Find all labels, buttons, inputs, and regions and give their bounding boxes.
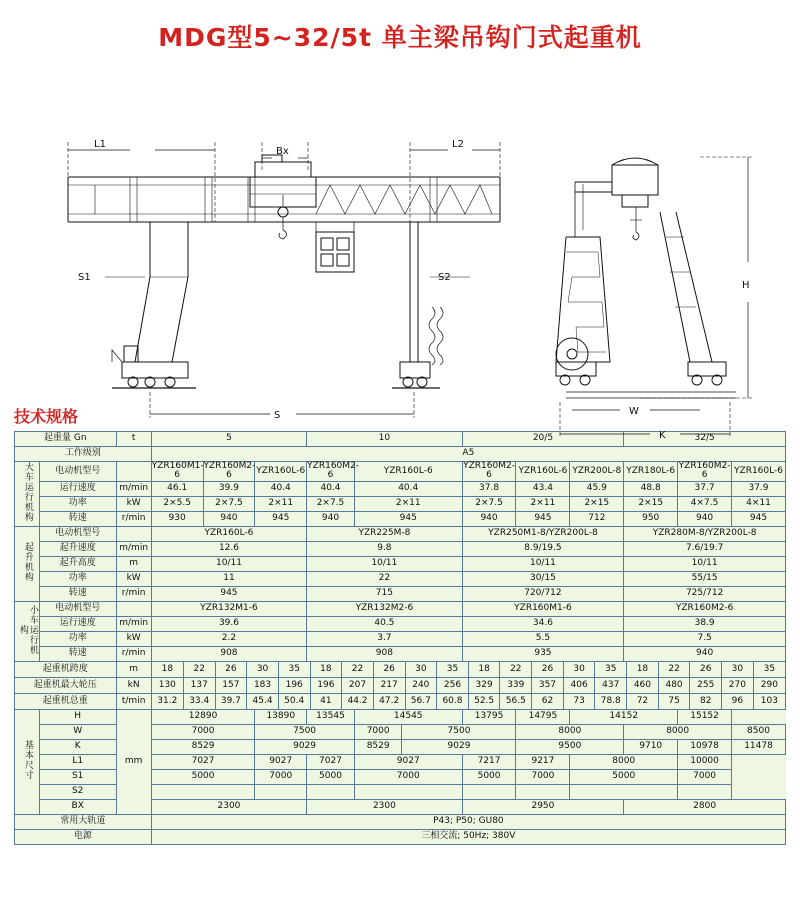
cell: 7000 [255,769,307,784]
cell: 4×11 [732,496,786,511]
cell: 31.2 [152,694,184,709]
table-row-power [15,829,786,844]
cap-5: 5 [151,432,306,447]
cell: 12890 [151,709,255,724]
cell: 40.4 [307,481,355,496]
row-label: 转速 [39,586,116,601]
cell: 725/712 [624,586,786,601]
cap-10: 10 [307,432,462,447]
cell: 2×15 [570,496,624,511]
cell: 73 [563,694,595,709]
cell: 35 [763,663,776,674]
cell: 10/11 [151,556,306,571]
cell: 26 [215,662,247,677]
cell: 940 [624,646,786,661]
cell: 290 [760,679,778,690]
group-trolley: 小车运行机构 [15,601,40,661]
cell: 22 [307,571,462,586]
row-label: 功率 [39,631,116,646]
cell: 10000 [678,754,732,769]
row-unit: kW [116,571,151,586]
cell: 11478 [732,739,786,754]
cell: 3.7 [307,631,462,646]
cell [307,784,355,799]
cell: 33.4 [183,694,215,709]
cap-label: 起重量 Gn [15,432,117,447]
cell: 357 [532,678,564,693]
cell: 45.4 [247,694,279,709]
row-unit: m/min [116,481,151,496]
cell: 30 [405,662,437,677]
cell: 10/11 [462,556,624,571]
cell: YZR180L-6 [624,462,678,482]
cell: 157 [215,678,247,693]
cell: 18 [468,662,500,677]
table-row-wheelload [15,677,786,693]
cell: 940 [462,511,516,526]
cell: 10/11 [624,556,786,571]
cell: 137 [183,678,215,693]
cell: 183 [247,678,279,693]
cell: 2.2 [151,631,306,646]
table-row-travel-rpm [15,511,786,526]
cell: 7500 [255,724,354,739]
cell: 35 [595,662,627,677]
row-unit: mm [116,709,151,814]
cell: 22 [658,662,690,677]
cell: 26 [532,662,564,677]
cell: 2×7.5 [462,496,516,511]
row-label: 电源 [15,829,152,844]
cell: 7027 [151,754,255,769]
label-S: S [274,410,281,421]
cell: 945 [732,511,786,526]
cell: 329 [468,678,500,693]
cell: 41 [310,694,342,709]
cell: 30/15 [462,571,624,586]
cap-32-5: 32/5 [624,432,786,447]
cell: 945 [516,511,570,526]
cell: 13890 [255,709,307,724]
cell: 39.7 [215,694,247,709]
cell: 56.7 [405,694,437,709]
cell: 7000 [678,769,732,784]
table-row-hoist-speed [15,541,786,556]
cell: YZR160M2-6 [624,601,786,616]
row-label: S1 [39,769,116,784]
row-label: 起重机最大轮压 [15,677,117,693]
cell: 12.6 [151,541,306,556]
cell: 196 [310,678,342,693]
cell: 2950 [462,799,624,814]
cell: 35 [278,662,310,677]
row-label: W [39,724,116,739]
cell: 三相交流; 50Hz; 380V [151,829,785,844]
cell: 8529 [151,739,255,754]
cell: 7.6/19.7 [624,541,786,556]
cell [570,784,678,799]
cell [678,784,732,799]
row-label: 运行速度 [39,481,116,496]
cell: 240 [405,678,437,693]
cell: 37.9 [732,481,786,496]
cell: 7000 [151,724,255,739]
cell: 11 [151,571,306,586]
cell: 13795 [462,709,516,724]
cell: 2×7.5 [307,496,355,511]
cell: 2×7.5 [203,496,255,511]
cell: 2300 [307,799,462,814]
cell: 256 [437,678,469,693]
cell: 96 [722,694,754,709]
cell: 945 [354,511,462,526]
cell: 103 [760,695,778,706]
cap-20-5: 20/5 [462,432,624,447]
cell: YZR225M-8 [307,526,462,541]
label-K: K [659,430,666,441]
cell: 8000 [624,724,732,739]
cell: 50.4 [278,694,310,709]
label-H: H [742,280,750,291]
workclass-label: 工作级别 [15,447,152,462]
cap-unit: t [116,432,151,447]
cell: 14152 [570,709,678,724]
cell: 196 [278,678,310,693]
cell: 8.9/19.5 [462,541,624,556]
cell: 9027 [354,754,462,769]
cell: 37.8 [462,481,516,496]
cell: YZR160L-6 [151,526,306,541]
cell: 7217 [462,754,516,769]
cell: YZR200L-8 [570,462,624,482]
cell: 15152 [678,709,732,724]
row-unit [116,462,151,482]
cell [354,784,462,799]
row-label: 起升速度 [39,541,116,556]
cell: 9.8 [307,541,462,556]
cell: 945 [151,586,306,601]
cell: YZR160L-6 [354,462,462,482]
cell: 48.8 [624,481,678,496]
cell: 437 [595,678,627,693]
row-label: 电动机型号 [39,462,116,482]
cell: YZR280M-8/YZR200L-8 [624,526,786,541]
cell: 72 [627,694,659,709]
cell: 7000 [516,769,570,784]
table-row-travel-speed [15,481,786,496]
cell: 8529 [354,739,402,754]
row-label: 常用大轨道 [15,814,152,829]
cell: YZR132M2-6 [307,601,462,616]
cell: 217 [373,678,405,693]
cell: 22 [342,662,374,677]
cell: 38.9 [624,616,786,631]
table-row-workclass [15,447,786,462]
cell: 7000 [354,724,402,739]
cell [462,784,516,799]
cell: 46.1 [151,481,203,496]
cell: 8000 [516,724,624,739]
cell: 9027 [255,754,307,769]
cell: 18 [627,662,659,677]
cell: 43.4 [516,481,570,496]
row-unit: r/min [116,646,151,661]
cell: 940 [307,511,355,526]
table-row-hoist-power [15,571,786,586]
cell: 720/712 [462,586,624,601]
cell: 22 [183,662,215,677]
cell: 9217 [516,754,570,769]
cell: YZR160L-6 [732,462,786,482]
cell: 9500 [516,739,624,754]
cell: 44.2 [342,694,374,709]
cell: 14545 [354,709,462,724]
cell: 207 [342,678,374,693]
cell: 950 [624,511,678,526]
cell: 30 [722,662,754,677]
table-row-rail [15,814,786,829]
row-label: 电动机型号 [39,601,116,616]
cell: 18 [310,662,342,677]
cell: 78.8 [595,694,627,709]
row-label: K [39,739,116,754]
row-unit: kW [116,631,151,646]
cell: 45.9 [570,481,624,496]
table-row-hoist-rpm [15,586,786,601]
cell: 9029 [255,739,354,754]
cell: 7000 [354,769,462,784]
row-unit [116,526,151,541]
cell: 5000 [151,769,255,784]
cell: 10978 [678,739,732,754]
cell: 5000 [307,769,355,784]
workclass-value: A5 [151,447,785,462]
cell: 7.5 [624,631,786,646]
cell: 34.6 [462,616,624,631]
cell: 712 [570,511,624,526]
row-label: H [39,709,116,724]
cell: YZR160L-6 [255,462,307,482]
table-row-trolley-rpm [15,646,786,661]
cell: 26 [373,662,405,677]
table-row-travel-power [15,496,786,511]
cell: 130 [152,678,184,693]
cell: 40.4 [255,481,307,496]
cell: 8000 [570,754,678,769]
row-unit: m [116,661,151,677]
cell: 2×15 [624,496,678,511]
cell: 908 [307,646,462,661]
cell: 30 [563,662,595,677]
cell: 40.5 [307,616,462,631]
row-unit [116,601,151,616]
table-row-hoist-motor [15,526,786,541]
cell: 47.2 [373,694,405,709]
cell: YZR160L-6 [516,462,570,482]
cell: 5000 [570,769,678,784]
cell: 4×7.5 [678,496,732,511]
cell: 480 [658,678,690,693]
cell: 22 [500,662,532,677]
row-label: 电动机型号 [39,526,116,541]
label-S2: S2 [438,272,451,283]
cell: 715 [307,586,462,601]
cell: 940 [203,511,255,526]
cell: YZR132M1-6 [151,601,306,616]
cell: 406 [563,678,595,693]
cell: 7500 [402,724,516,739]
cell: 270 [722,678,754,693]
row-label: 功率 [39,571,116,586]
group-hoist: 起升机构 [15,526,40,601]
cell: 2×11 [516,496,570,511]
label-W: W [629,406,639,417]
cell: YZR160M1-6 [151,461,204,481]
cell: 2300 [151,799,306,814]
table-row-trolley-power [15,631,786,646]
table-row-capacity [15,432,786,447]
table-row-total-weight [15,693,786,709]
cell: 10/11 [307,556,462,571]
table-row-hoist-height [15,556,786,571]
cell: 82 [690,694,722,709]
cell: 5000 [462,769,516,784]
row-unit: kW [116,496,151,511]
label-S1: S1 [78,272,91,283]
cell: 18 [152,662,184,677]
table-row-span [15,661,786,677]
cell: 62 [532,694,564,709]
cell: 7027 [307,754,355,769]
row-unit: kN [116,677,151,693]
row-label: 转速 [39,646,116,661]
cell: 13545 [307,709,355,724]
label-Bx: Bx [276,146,289,157]
cell [151,784,255,799]
cell: 60.8 [437,694,469,709]
cell: YZR160M2-6 [463,461,515,481]
cell: 460 [627,678,659,693]
row-unit: m/min [116,616,151,631]
row-label: 起升高度 [39,556,116,571]
cell [255,784,307,799]
cell: 2×11 [255,496,307,511]
cell: 35 [437,662,469,677]
row-label: 功率 [39,496,116,511]
cell: YZR160M2-6 [678,461,731,481]
table-row-travel-motor [15,462,786,482]
group-travel: 大车运行机构 [15,462,40,527]
cell: 9029 [402,739,516,754]
cell: 40.4 [354,481,462,496]
page-title: MDG型5~32/5t 单主梁吊钩门式起重机 [158,23,642,52]
row-label: 运行速度 [39,616,116,631]
row-unit: t/min [116,693,151,709]
row-label: S2 [39,784,116,799]
cell: 9710 [624,739,678,754]
cell: P43; P50; GU80 [151,814,785,829]
row-unit: m [116,556,151,571]
cell: 39.9 [203,481,255,496]
row-unit: r/min [116,511,151,526]
row-label: BX [39,799,116,814]
row-label: 起重机总重 [15,693,117,709]
cell: 930 [151,511,203,526]
table-row-trolley-speed [15,616,786,631]
cell: 55/15 [624,571,786,586]
spec-section-title: 技术规格 [14,407,79,426]
specification-table [14,431,786,845]
cell: 14795 [516,709,570,724]
cell: 2800 [624,799,786,814]
cell: 30 [247,662,279,677]
row-unit: m/min [116,541,151,556]
cell: 26 [690,662,722,677]
cell: 908 [151,646,306,661]
cell: 945 [255,511,307,526]
cell: 940 [678,511,732,526]
cell: YZR250M1-8/YZR200L-8 [462,526,624,541]
label-L2: L2 [452,139,464,150]
table-row-dim-H [15,709,786,724]
cell: 37.7 [678,481,732,496]
row-label: 起重机跨度 [15,661,117,677]
cell: 5.5 [462,631,624,646]
row-label: 转速 [39,511,116,526]
cell: 56.5 [500,694,532,709]
cell: 39.6 [151,616,306,631]
row-label: L1 [39,754,116,769]
group-dims: 基本尺寸 [15,709,40,814]
cell: 935 [462,646,624,661]
cell: YZR160M2-6 [203,461,256,481]
cell: 339 [500,678,532,693]
label-L1: L1 [94,139,106,150]
cell: 2×11 [354,496,462,511]
cell: 2×5.5 [151,496,203,511]
table-row-trolley-motor [15,601,786,616]
cell: 52.5 [468,694,500,709]
cell: 255 [690,678,722,693]
cell: 75 [658,694,690,709]
cell: YZR160M2-6 [307,461,360,481]
row-unit: r/min [116,586,151,601]
cell: YZR160M1-6 [462,601,624,616]
cell: 8500 [732,724,786,739]
cell [516,784,570,799]
